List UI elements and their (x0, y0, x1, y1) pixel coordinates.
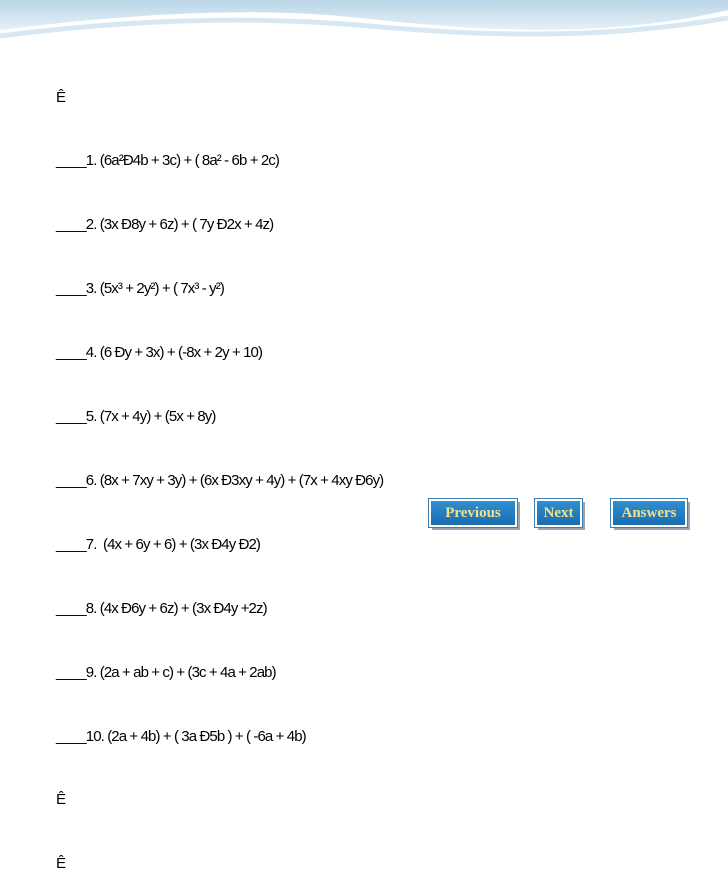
problem-2: ____2. (3x Ð8y + 6z) + ( 7y Ð2x + 4z) (56, 216, 274, 234)
worksheet-line: Ê (56, 791, 66, 809)
problem-7: ____7. (4x + 6y + 6) + (3x Ð4y Ð2) (56, 535, 261, 553)
problem-3: ____3. (5x³ + 2y²) + ( 7x³ - y²) (56, 280, 224, 298)
problem-10: ____10. (2a + 4b) + ( 3a Ð5b ) + ( -6a + 4b) (56, 727, 306, 745)
problem-1: ____1. (6a²Ð4b + 3c) + ( 8a² - 6b + 2c) (56, 152, 279, 170)
worksheet (56, 44, 383, 896)
answers-button[interactable]: Answers (611, 499, 687, 527)
problem-9: ____9. (2a + ab + c) + (3c + 4a + 2ab) (56, 663, 276, 681)
problem-5: ____5. (7x + 4y) + (5x + 8y) (56, 408, 216, 426)
previous-button[interactable]: Previous (429, 499, 517, 527)
problem-4: ____4. (6 Ðy + 3x) + (-8x + 2y + 10) (56, 344, 263, 362)
problem-6: ____6. (8x + 7xy + 3y) + (6x Ð3xy + 4y) + (7x + 4xy Ð6y) (56, 471, 384, 489)
worksheet-line: Ê (56, 88, 66, 106)
next-button[interactable]: Next (535, 499, 582, 527)
problem-8: ____8. (4x Ð6y + 6z) + (3x Ð4y +2z) (56, 599, 267, 617)
worksheet-line: Ê (56, 855, 66, 873)
header-wave (0, 0, 728, 48)
